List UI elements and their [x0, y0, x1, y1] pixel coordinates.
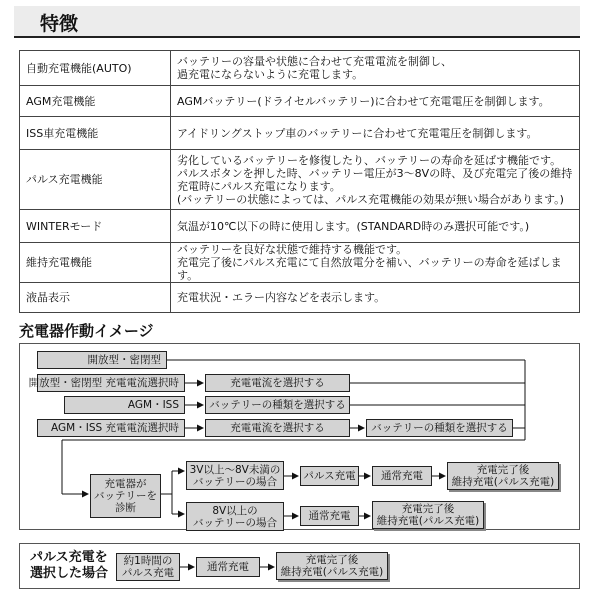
- section-title: 特徴: [40, 13, 79, 35]
- box-normal-charge-1: 通常充電: [372, 466, 432, 486]
- feature-description: 劣化しているバッテリーを修復したり、バッテリーの寿命を延ばす機能です。 パルスボタンを押した時、バッテリー電圧が3～8Vの時、及び充電完了後の維持 充電時にパルス充電になります。 (バッテリーの状態によっては、パルス充電機能の効果が無い場合があります。): [171, 150, 580, 210]
- feature-description: バッテリーの容量や状態に合わせて充電電流を制御し、 過充電にならないように充電します。: [171, 51, 580, 86]
- feature-description: バッテリーを良好な状態で維持する機能です。 充電完了後にパルス充電にて自然放電分を補い、バッテリーの寿命を延ばします。: [171, 243, 580, 283]
- feature-description: AGMバッテリー(ドライセルバッテリー)に合わせて充電電圧を制御します。: [171, 86, 580, 117]
- feature-description: 充電状況・エラー内容などを表示します。: [171, 283, 580, 313]
- feature-name: パルス充電機能: [20, 150, 171, 210]
- pulse-mode-flow: [19, 543, 580, 589]
- box-pulse-normal-charge: 通常充電: [196, 557, 260, 577]
- box-diagnose: 充電器が バッテリーを 診断: [90, 474, 161, 518]
- feature-name: ISS車充電機能: [20, 117, 171, 150]
- table-row: [20, 86, 580, 117]
- box-select-battery-type-1: バッテリーの種類を選択する: [205, 396, 350, 414]
- box-open-sealed: 開放型・密閉型: [37, 351, 167, 369]
- box-select-battery-type-2: バッテリーの種類を選択する: [366, 419, 513, 437]
- features-table: [19, 50, 580, 313]
- feature-name: WINTERモード: [20, 210, 171, 243]
- table-row: [20, 243, 580, 283]
- flow-diagram: [19, 343, 580, 530]
- feature-description: アイドリングストップ車のバッテリーに合わせて充電電圧を制御します。: [171, 117, 580, 150]
- box-open-sealed-current: 開放型・密閉型 充電電流選択時: [37, 374, 185, 392]
- table-row: [20, 283, 580, 313]
- table-row: [20, 117, 580, 150]
- box-select-current-2: 充電電流を選択する: [205, 419, 350, 437]
- feature-name: 液晶表示: [20, 283, 171, 313]
- box-pulse-maintenance: 充電完了後 維持充電(パルス充電): [276, 552, 388, 580]
- table-row: [20, 51, 580, 86]
- box-maintenance-1: 充電完了後 維持充電(パルス充電): [447, 462, 559, 490]
- box-agm-iss-current: AGM・ISS 充電電流選択時: [37, 419, 185, 437]
- box-pulse-charge: パルス充電: [300, 466, 359, 486]
- box-pulse-1h: 約1時間の パルス充電: [116, 553, 180, 581]
- box-select-current-1: 充電電流を選択する: [205, 374, 350, 392]
- feature-name: 維持充電機能: [20, 243, 171, 283]
- diagram-title: 充電器作動イメージ: [19, 322, 154, 340]
- box-agm-iss: AGM・ISS: [64, 396, 185, 414]
- feature-description: 気温が10℃以下の時に使用します。(STANDARD時のみ選択可能です。): [171, 210, 580, 243]
- box-maintenance-2: 充電完了後 維持充電(パルス充電): [372, 501, 484, 529]
- box-low-voltage: 3V以上～8V未満の バッテリーの場合: [186, 461, 284, 490]
- feature-name: AGM充電機能: [20, 86, 171, 117]
- section-header: [14, 6, 580, 38]
- box-high-voltage: 8V以上の バッテリーの場合: [186, 502, 284, 531]
- table-row: [20, 210, 580, 243]
- feature-name: 自動充電機能(AUTO): [20, 51, 171, 86]
- pulse-mode-label: パルス充電を 選択した場合: [30, 550, 109, 581]
- box-normal-charge-2: 通常充電: [300, 506, 359, 526]
- table-row: [20, 150, 580, 210]
